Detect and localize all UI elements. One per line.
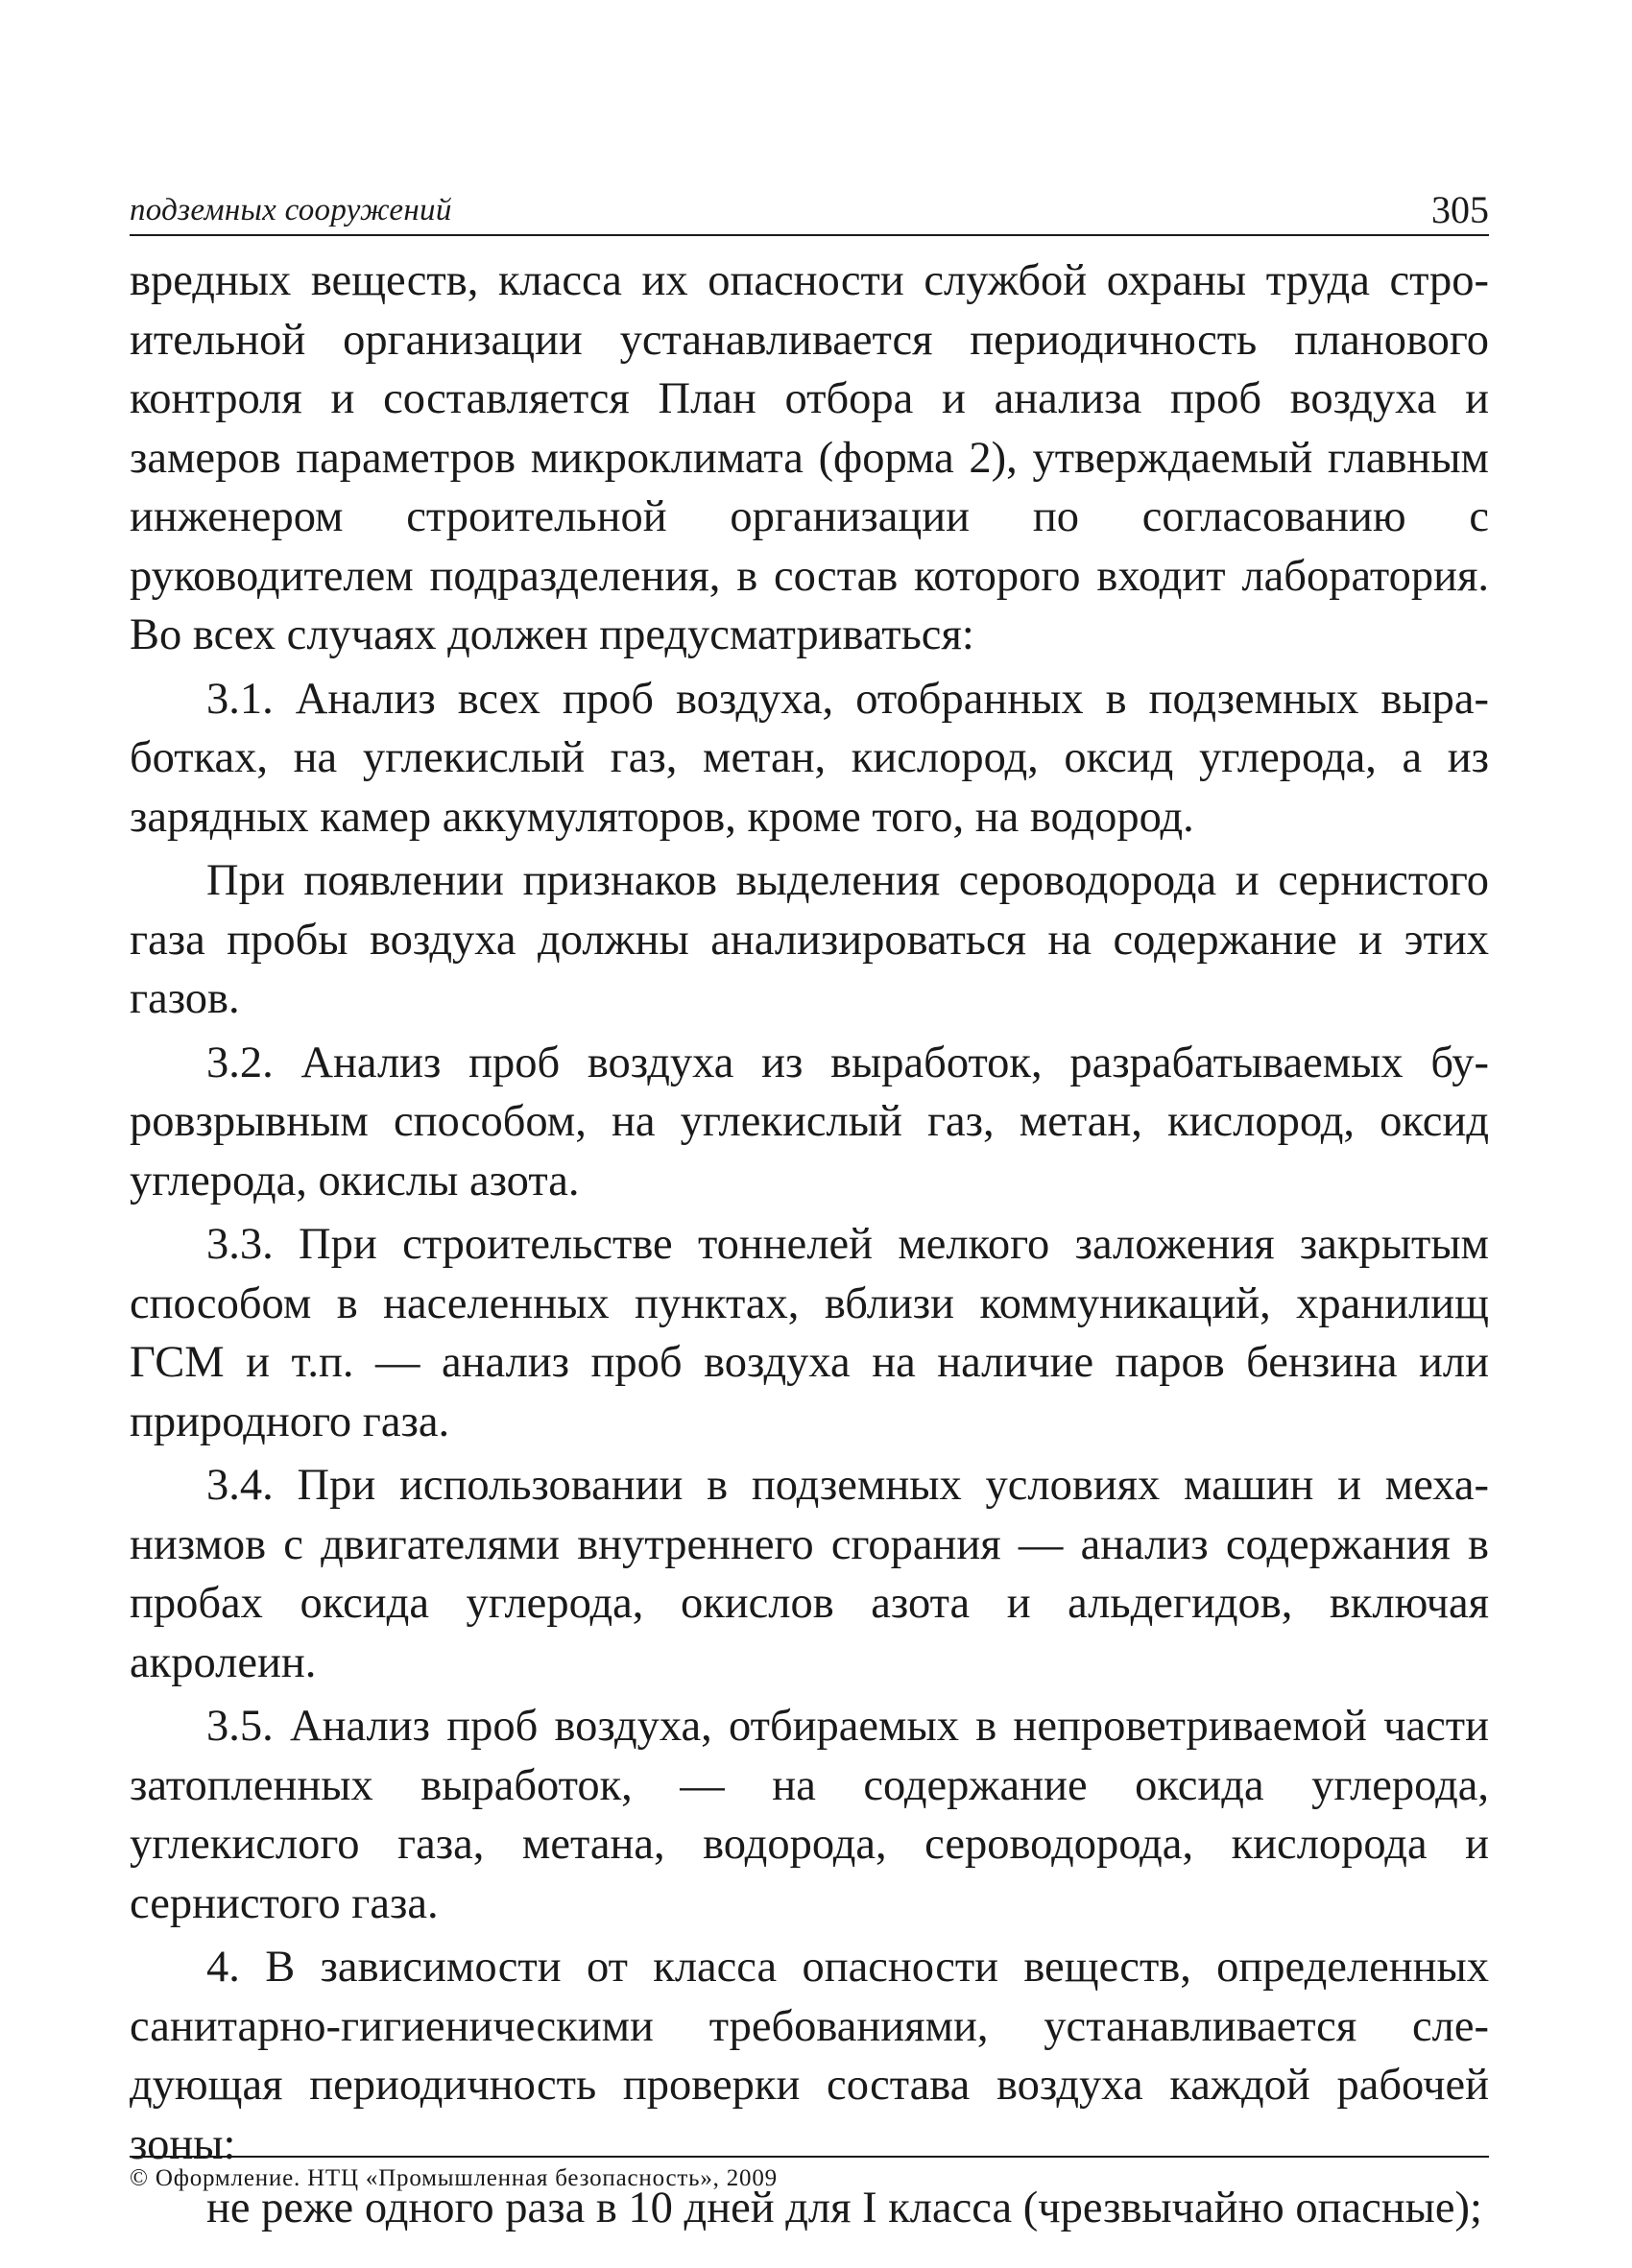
footer-copyright: © Оформление. НТЦ «Промышленная безопасность», 2009: [130, 2165, 778, 2191]
footer-divider: [130, 2156, 1489, 2158]
page-header: [130, 188, 1489, 236]
paragraph-item-3-3: 3.3. При строительстве тоннелей мелкого заложения закрытым способом в населенных пунктах, вблизи коммуникаций, хранилищ ГСМ и т.п. — анализ проб воздуха на наличие паров бензина или природного газа.: [130, 1220, 1489, 1446]
body-text: [130, 251, 1489, 2243]
paragraph: не реже одного раза в 10 дней для I класса (чрезвычайно опасные);: [206, 2184, 1482, 2232]
paragraph-item-4: 4. В зависимости от класса опасности веществ, определенных санитарно-гигиеническими требованиями, устанавливается следующая периодичность проверки состава воздуха каждой рабочей зоны:: [130, 1943, 1489, 2169]
paragraph-item-3-2: 3.2. Анализ проб воздуха из выработок, разрабатываемых буровзрывным способом, на углекислый газ, метан, кислород, оксид углерода, окислы азота.: [130, 1038, 1489, 1206]
paragraph-item-3-4: 3.4. При использовании в подземных условиях машин и механизмов с двигателями внутреннего сгорания — анализ содержания в пробах оксида углерода, окислов азота и альдегидов, включая акролеин.: [130, 1461, 1489, 1687]
paragraph: При появлении признаков выделения сероводорода и сернистого газа пробы воздуха должны анализироваться на содержание и этих газов.: [130, 856, 1489, 1023]
running-title: подземных сооружений: [130, 193, 452, 227]
paragraph: вредных веществ, класса их опасности службой охраны труда строительной организации устанавливается периодичность планового контроля и составляется План отбора и анализа проб воздуха и замеров параметров микроклимата (форма 2), утверждаемый главным инженером строительной организации по согласованию с руководителем подразделения, в состав которого входит лаборатория. Во всех случаях должен предусматриваться:: [130, 256, 1489, 659]
page-number: 305: [1431, 188, 1489, 231]
paragraph-item-3-1: 3.1. Анализ всех проб воздуха, отобранных в подземных выработках, на углекислый газ, метан, кислород, оксид углерода, а из зарядных камер аккумуляторов, кроме того, на водород.: [130, 674, 1489, 842]
paragraph-item-3-5: 3.5. Анализ проб воздуха, отбираемых в непроветриваемой части затопленных выработок, — на содержание оксида углерода, углекислого газа, метана, водорода, сероводорода, кислорода и сернистого газа.: [130, 1702, 1489, 1928]
